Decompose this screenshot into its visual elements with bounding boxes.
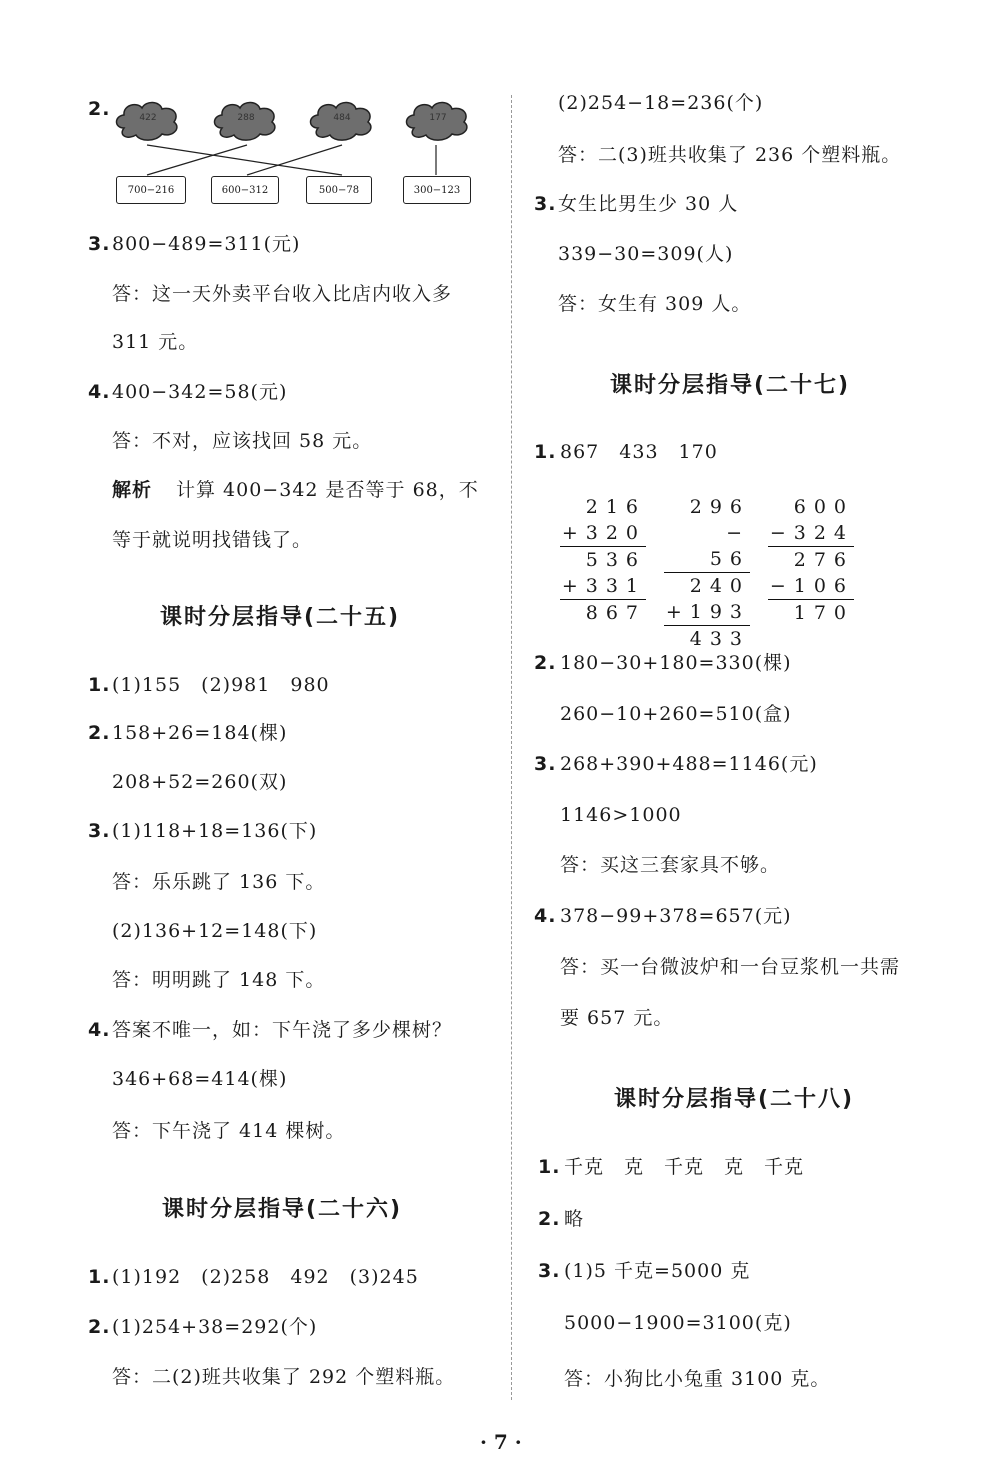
vertical-calc-1: [560, 494, 646, 626]
q4-number: 4.: [88, 381, 111, 403]
r-q3-number: 3.: [534, 193, 557, 215]
s27-q3-number: 3.: [534, 753, 557, 775]
r-q3-line3: 答：女生有 309 人。: [558, 293, 752, 315]
section-heading-28: 课时分层指导(二十八): [614, 1087, 855, 1112]
s27-q4-line2: 答：买一台微波炉和一台豆浆机一共需: [560, 956, 901, 978]
s27-q3-line1: 268+390+488=1146(元): [560, 753, 818, 775]
s28-q2-number: 2.: [538, 1208, 561, 1230]
s25-q3-number: 3.: [88, 820, 111, 842]
s28-q3-line3: 答：小狗比小兔重 3100 克。: [564, 1368, 831, 1390]
q3-answer-line2: 311 元。: [112, 331, 199, 353]
column-divider: [511, 95, 512, 1400]
s26-q2-line2: 答：二(2)班共收集了 292 个塑料瓶。: [112, 1366, 456, 1388]
s25-q4-number: 4.: [88, 1019, 111, 1041]
s25-q3-line2: 答：乐乐跳了 136 下。: [112, 871, 326, 893]
cloud-422: [114, 98, 182, 142]
s25-q3-line1: (1)118+18=136(下): [112, 820, 318, 842]
s25-q4-line2: 346+68=414(棵): [112, 1068, 288, 1090]
cloud-value: 177: [429, 113, 447, 123]
calc-row: +331: [560, 573, 646, 600]
calc-row: 600: [793, 496, 854, 518]
q3-answer-line1: 答：这一天外卖平台收入比店内收入多: [112, 283, 453, 305]
calc-row: 216: [585, 496, 646, 518]
q3-equation: 800−489=311(元): [112, 233, 301, 255]
cloud-288: [212, 98, 280, 142]
s27-q4-number: 4.: [534, 905, 557, 927]
calc-row: −106: [768, 573, 854, 600]
calc-row: −324: [768, 520, 854, 547]
s25-q1-answer: (1)155 (2)981 980: [112, 674, 330, 696]
analysis-line1: 计算 400−342 是否等于 68，不: [176, 479, 479, 501]
calc-row: 536: [585, 549, 646, 571]
s25-q3-line3: (2)136+12=148(下): [112, 920, 318, 942]
calc-row: +193: [664, 599, 750, 626]
s25-q2-line2: 208+52=260(双): [112, 771, 288, 793]
expression-box: 500−78: [306, 176, 372, 204]
s25-q3-line4: 答：明明跳了 148 下。: [112, 969, 326, 991]
s27-q2-line2: 260−10+260=510(盒): [560, 703, 792, 725]
s27-q4-line3: 要 657 元。: [560, 1007, 674, 1029]
page-number: · 7 ·: [480, 1430, 522, 1454]
calc-row: 240: [689, 575, 750, 597]
s27-q1-number: 1.: [534, 441, 557, 463]
s28-q2-answer: 略: [564, 1208, 585, 1230]
s28-q3-line1: (1)5 千克=5000 克: [564, 1260, 751, 1282]
r-line2: 答：二(3)班共收集了 236 个塑料瓶。: [558, 144, 902, 166]
s25-q4-line1: 答案不唯一，如：下午浇了多少棵树？: [112, 1019, 453, 1041]
calc-row: 276: [793, 549, 854, 571]
calc-row: 170: [793, 602, 854, 624]
cloud-177: [404, 98, 472, 142]
s26-q1-number: 1.: [88, 1266, 111, 1288]
cloud-value: 422: [139, 113, 157, 123]
s28-q1-number: 1.: [538, 1156, 561, 1178]
r-line1: (2)254−18=236(个): [558, 92, 764, 114]
vertical-calc-2: [664, 494, 778, 652]
q4-equation: 400−342=58(元): [112, 381, 288, 403]
analysis-label: 解析: [112, 479, 153, 501]
calc-row: 867: [585, 602, 646, 624]
s27-q2-number: 2.: [534, 652, 557, 674]
calc-row: − 56: [664, 520, 750, 573]
vertical-calc-3: [768, 494, 854, 626]
s27-q4-line1: 378−99+378=657(元): [560, 905, 792, 927]
analysis-line2: 等于就说明找错钱了。: [112, 529, 313, 551]
section-heading-27: 课时分层指导(二十七): [610, 373, 851, 398]
s28-q3-line2: 5000−1900=3100(克): [564, 1312, 792, 1334]
s28-q1-answer: 千克 克 千克 克 千克: [564, 1156, 805, 1178]
calc-row: +320: [560, 520, 646, 547]
expression-box: 700−216: [116, 176, 186, 204]
s27-q3-line3: 答：买这三套家具不够。: [560, 854, 781, 876]
q3-number: 3.: [88, 233, 111, 255]
s25-q2-number: 2.: [88, 722, 111, 744]
s27-q1-answer: 867 433 170: [560, 441, 718, 463]
expression-box: 300−123: [403, 176, 471, 204]
s26-q1-answer: (1)192 (2)258 492 (3)245: [112, 1266, 419, 1288]
s27-q3-line2: 1146>1000: [560, 804, 682, 826]
s25-q4-line3: 答：下午浇了 414 棵树。: [112, 1120, 346, 1142]
s25-q2-line1: 158+26=184(棵): [112, 722, 288, 744]
cloud-484: [308, 98, 376, 142]
section-heading-26: 课时分层指导(二十六): [162, 1197, 403, 1222]
cloud-value: 288: [237, 113, 255, 123]
s26-q2-line1: (1)254+38=292(个): [112, 1316, 318, 1338]
s26-q2-number: 2.: [88, 1316, 111, 1338]
r-q3-line2: 339−30=309(人): [558, 243, 734, 265]
section-heading-25: 课时分层指导(二十五): [160, 605, 401, 630]
s25-q1-number: 1.: [88, 674, 111, 696]
q4-answer: 答：不对，应该找回 58 元。: [112, 430, 373, 452]
calc-row: 433: [689, 628, 750, 650]
r-q3-line1: 女生比男生少 30 人: [558, 193, 739, 215]
q2-number: 2.: [88, 98, 111, 120]
s28-q3-number: 3.: [538, 1260, 561, 1282]
s27-q2-line1: 180−30+180=330(棵): [560, 652, 792, 674]
calc-row: 296: [689, 496, 750, 518]
cloud-value: 484: [333, 113, 351, 123]
expression-box: 600−312: [211, 176, 279, 204]
